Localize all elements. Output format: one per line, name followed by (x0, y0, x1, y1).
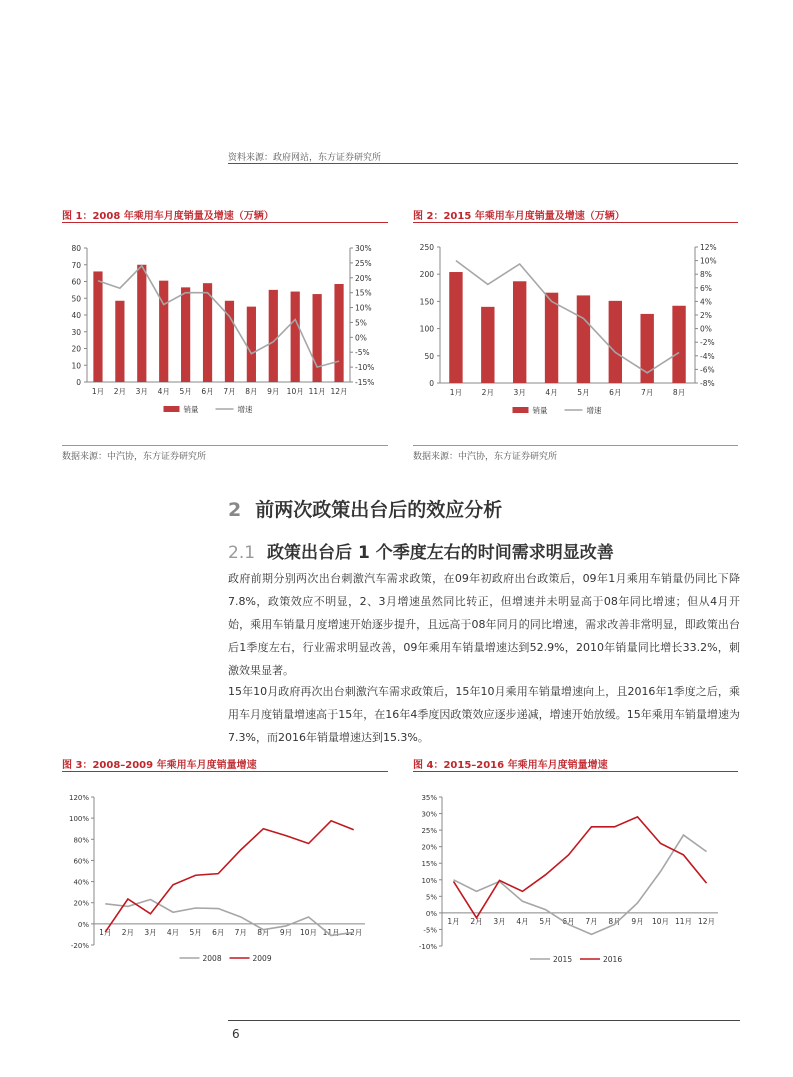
legend-label: 销量 (183, 405, 199, 414)
right-tick-label: -6% (700, 365, 715, 375)
x-tick-label: 8月 (608, 916, 621, 926)
series-line-2016 (454, 817, 707, 918)
x-tick-label: 3月 (493, 916, 506, 926)
y-tick-label: 0% (425, 909, 437, 918)
right-tick-label: 12% (700, 243, 717, 252)
bar-12 (334, 284, 343, 382)
x-tick-label: 2月 (470, 916, 483, 926)
y-tick-label: 80% (73, 836, 89, 845)
legend-label: 2009 (252, 954, 272, 963)
left-tick-label: 250 (419, 243, 434, 252)
right-tick-label: -2% (700, 338, 715, 348)
legend-label: 增速 (586, 406, 602, 415)
x-tick-label: 11月 (674, 916, 693, 926)
legend-swatch-bar (164, 406, 180, 412)
x-tick-label: 9月 (267, 387, 280, 396)
x-tick-label: 2月 (481, 388, 494, 397)
figure-1-rule (62, 222, 388, 223)
right-tick-label: -15% (355, 378, 375, 387)
figure-1-source-rule (62, 445, 388, 446)
right-tick-label: 25% (355, 258, 372, 268)
x-tick-label: 7月 (223, 387, 236, 396)
bar-6 (203, 283, 212, 382)
x-tick-label: 5月 (539, 916, 552, 926)
bar-3 (137, 265, 146, 382)
y-tick-label: 20% (73, 899, 89, 908)
y-tick-label: 20% (421, 843, 437, 852)
x-tick-label: 10月 (300, 927, 318, 937)
bar-1 (449, 272, 462, 383)
right-tick-label: -8% (700, 379, 715, 388)
left-tick-label: 0 (76, 378, 81, 387)
x-tick-label: 1月 (91, 387, 105, 396)
growth-line (98, 266, 339, 367)
bar-9 (269, 290, 278, 382)
paragraph-1: 政府前期分别两次出台刺激汽车需求政策，在09年初政府出台政策后，09年1月乘用车销量仍同比下降7.8%，政策效应不明显，2、3月增速虽然同比转正，但增速并未明显高于08年同比增速；但从4月开始，乘用车销量月度增速开始逐步提升，且远高于08年同月的同比增速，需求改善非常明显，即政策出台后1季度左右，行业需求明显改善，09年乘用车销量增速达到52.9%，2010年销量同比增长33.2%，刺激效果显著。 (228, 572, 740, 677)
x-tick-label: 11月 (308, 387, 326, 396)
y-tick-label: 15% (421, 860, 437, 869)
x-tick-label: 12月 (345, 927, 363, 937)
section-title: 前两次政策出台后的效应分析 (255, 499, 503, 521)
x-tick-label: 8月 (245, 387, 258, 396)
figure-4-rule (413, 771, 738, 772)
x-tick-label: 3月 (144, 927, 157, 937)
figure-4-title: 图 4：2015–2016 年乘用车月度销量增速 (413, 760, 608, 771)
right-tick-label: 4% (700, 297, 712, 307)
x-tick-label: 3月 (135, 387, 148, 396)
right-tick-label: 0% (700, 324, 712, 334)
right-tick-label: 0% (355, 333, 367, 343)
x-tick-label: 3月 (513, 388, 526, 397)
y-tick-label: 35% (421, 794, 437, 802)
x-tick-label: 5月 (577, 388, 590, 397)
y-tick-label: 25% (421, 827, 437, 836)
right-tick-label: 5% (355, 318, 367, 328)
x-tick-label: 2月 (113, 387, 127, 396)
right-tick-label: 2% (700, 311, 712, 320)
x-tick-label: 10月 (651, 916, 670, 926)
y-tick-label: 0% (77, 920, 89, 929)
x-tick-label: 2月 (121, 927, 135, 937)
legend-label: 增速 (237, 405, 253, 414)
bar-3 (513, 281, 526, 383)
x-tick-label: 4月 (157, 387, 170, 396)
figure-1-source: 数据来源：中汽协，东方证券研究所 (62, 452, 207, 462)
series-line-2009 (105, 821, 353, 932)
bar-5 (577, 295, 590, 383)
right-tick-label: 15% (355, 288, 372, 298)
legend-label: 2016 (603, 955, 623, 964)
x-tick-label: 5月 (179, 387, 192, 396)
top-divider (228, 163, 738, 164)
subsection-number: 2.1 (228, 543, 256, 563)
left-tick-label: 50 (424, 351, 434, 361)
left-tick-label: 10 (71, 361, 81, 371)
figure-2-source-rule (413, 445, 738, 446)
x-tick-label: 4月 (545, 388, 558, 397)
left-tick-label: 150 (419, 297, 434, 307)
y-tick-label: 10% (421, 876, 437, 885)
y-tick-label: -20% (70, 942, 89, 950)
y-tick-label: 30% (421, 810, 437, 819)
x-tick-label: 7月 (641, 388, 654, 397)
left-tick-label: 60 (71, 277, 81, 287)
bar-2 (115, 301, 124, 382)
figure-2-chart (410, 234, 740, 424)
subsection-title: 政策出台后 1 个季度左右的时间需求明显改善 (267, 543, 614, 563)
left-tick-label: 100 (419, 324, 434, 334)
top-source: 资料来源：政府网站，东方证券研究所 (228, 153, 382, 163)
x-tick-label: 6月 (609, 388, 622, 397)
x-tick-label: 7月 (585, 916, 598, 926)
page-number: 6 (232, 1027, 240, 1041)
x-tick-label: 7月 (234, 927, 247, 937)
x-tick-label: 9月 (631, 916, 644, 926)
left-tick-label: 40 (71, 311, 81, 320)
legend-label: 销量 (532, 406, 548, 415)
y-tick-label: 40% (73, 878, 89, 887)
y-tick-label: 5% (425, 893, 437, 902)
bar-6 (609, 301, 622, 383)
bar-2 (481, 307, 494, 383)
figure-4-chart (410, 785, 740, 975)
figure-3-chart (60, 785, 390, 975)
figure-3-title: 图 3：2008–2009 年乘用车月度销量增速 (62, 760, 257, 771)
x-tick-label: 10月 (286, 387, 304, 396)
bar-4 (159, 281, 168, 382)
bar-5 (181, 287, 190, 382)
y-tick-label: 100% (68, 815, 89, 824)
figure-2-source: 数据来源：中汽协，东方证券研究所 (413, 452, 558, 462)
page-footer-rule (228, 1020, 740, 1021)
y-tick-label: 120% (68, 794, 89, 802)
x-tick-label: 1月 (449, 388, 463, 397)
bar-1 (93, 271, 102, 382)
figure-1-title: 图 1：2008 年乘用车月度销量及增速（万辆） (62, 211, 274, 222)
x-tick-label: 11月 (322, 927, 340, 937)
x-tick-label: 12月 (330, 387, 348, 396)
x-tick-label: 6月 (562, 916, 575, 926)
right-tick-label: 10% (355, 303, 372, 313)
left-tick-label: 20 (71, 344, 81, 354)
y-tick-label: -5% (423, 926, 437, 935)
right-tick-label: 6% (700, 283, 712, 293)
section-number: 2 (228, 499, 242, 521)
left-tick-label: 80 (71, 244, 81, 253)
legend-swatch-bar (513, 407, 529, 413)
right-tick-label: 8% (700, 270, 712, 280)
x-tick-label: 12月 (697, 916, 716, 926)
left-tick-label: 30 (71, 327, 81, 337)
paragraph-2: 15年10月政府再次出台刺激汽车需求政策后，15年10月乘用车销量增速向上，且2016年1季度之后，乘用车月度销量增速高于15年，在16年4季度因政策效应逐步递减，增速开始放缓。15年乘用车销量增速为7.3%，而2016年销量增速达到15.3%。 (228, 685, 740, 744)
x-tick-label: 1月 (99, 927, 112, 937)
subsection-heading (228, 538, 614, 563)
right-tick-label: 20% (355, 273, 372, 283)
legend-label: 2008 (202, 954, 222, 963)
right-tick-label: 30% (355, 244, 372, 253)
figure-2-rule (413, 222, 738, 223)
x-tick-label: 4月 (516, 916, 529, 926)
right-tick-label: 10% (700, 256, 717, 266)
x-tick-label: 5月 (189, 927, 202, 937)
right-tick-label: -10% (355, 363, 375, 373)
x-tick-label: 9月 (279, 927, 293, 937)
x-tick-label: 8月 (257, 927, 270, 937)
right-tick-label: -5% (355, 348, 370, 358)
x-tick-label: 8月 (672, 388, 686, 397)
bar-11 (313, 294, 322, 382)
legend-label: 2015 (553, 955, 573, 964)
figure-3-rule (62, 771, 388, 772)
left-tick-label: 50 (71, 294, 81, 304)
right-tick-label: -4% (700, 351, 715, 361)
section-heading (228, 495, 502, 522)
figure-2-title: 图 2：2015 年乘用车月度销量及增速（万辆） (413, 211, 625, 222)
bar-8 (672, 306, 685, 383)
bar-10 (291, 292, 300, 382)
y-tick-label: -10% (418, 943, 437, 951)
figure-1-chart (60, 234, 390, 424)
x-tick-label: 1月 (447, 916, 460, 926)
x-tick-label: 4月 (166, 927, 180, 937)
bar-8 (247, 307, 256, 382)
left-tick-label: 70 (71, 260, 81, 270)
bar-4 (545, 293, 558, 383)
x-tick-label: 6月 (201, 387, 214, 396)
x-tick-label: 6月 (212, 927, 225, 937)
left-tick-label: 200 (419, 270, 434, 280)
y-tick-label: 60% (73, 857, 89, 866)
left-tick-label: 0 (429, 379, 434, 388)
